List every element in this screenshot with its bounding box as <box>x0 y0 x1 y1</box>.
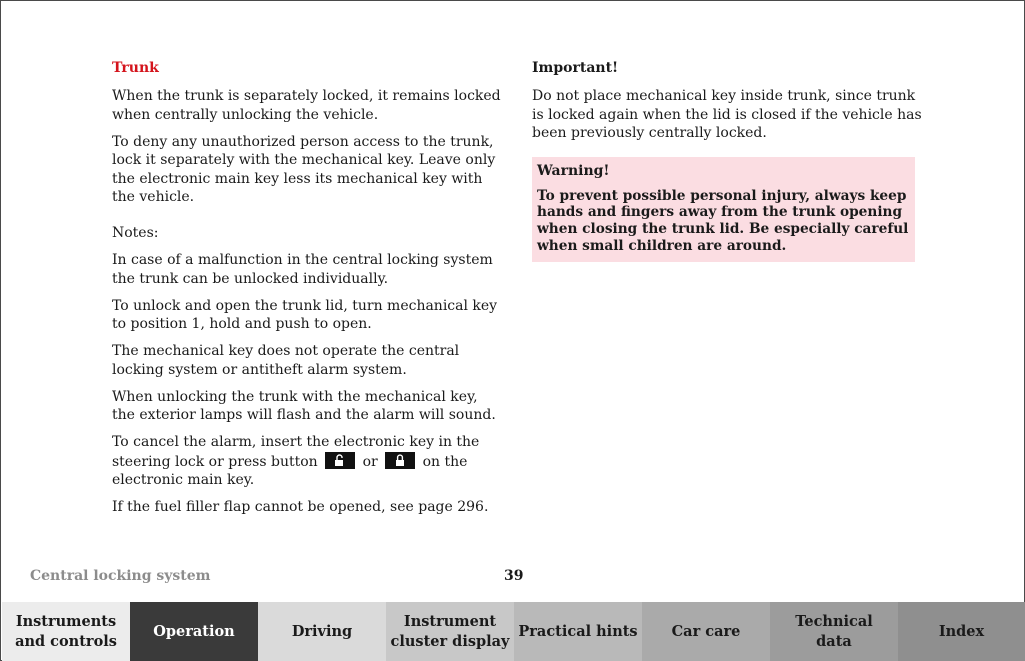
paragraph-text: or <box>362 453 378 470</box>
tab-practical-hints[interactable] <box>514 602 642 661</box>
tab-label: data <box>816 632 852 650</box>
important-heading: Important! <box>532 60 619 76</box>
paragraph: The mechanical key does not operate the central locking system or antitheft alarm system. <box>112 343 460 378</box>
unlock-icon <box>325 452 355 469</box>
tab-driving[interactable] <box>258 602 386 661</box>
nav-tabs <box>2 602 1025 661</box>
paragraph: If the fuel filler flap cannot be opened, see page 296. <box>112 499 489 515</box>
tab-label: Practical hints <box>518 622 638 640</box>
section-heading: Trunk <box>112 60 159 76</box>
page-number: 39 <box>504 568 524 584</box>
tab-label: Technical <box>795 612 873 630</box>
warning-box <box>532 157 915 263</box>
paragraph-text: on the electronic main key. <box>112 453 468 488</box>
section-name: Central locking system <box>30 568 211 584</box>
tab-label: and controls <box>15 632 117 650</box>
paragraph: When unlocking the trunk with the mechanical key, the exterior lamps will flash and the alarm will sound. <box>112 388 496 423</box>
tab-instrument-cluster-display[interactable] <box>386 602 514 661</box>
tab-label: Operation <box>153 622 235 640</box>
tab-label: cluster display <box>390 632 510 650</box>
tab-index[interactable] <box>898 602 1025 661</box>
tab-label: Instrument <box>403 612 497 630</box>
tab-car-care[interactable] <box>642 602 770 661</box>
tab-label: Car care <box>671 622 741 640</box>
paragraph-text: To cancel the alarm, insert the electronic key in the steering lock or press button <box>112 434 480 470</box>
tab-label: Instruments <box>15 612 117 630</box>
paragraph-cancel-alarm <box>112 433 502 490</box>
left-column <box>112 58 502 525</box>
tab-label: Index <box>938 622 985 640</box>
paragraph: To unlock and open the trunk lid, turn mechanical key to position 1, hold and push to open. <box>112 297 498 332</box>
tab-instruments-and-controls[interactable] <box>2 602 130 661</box>
paragraph: Do not place mechanical key inside trunk, since trunk is locked again when the lid is closed if the vehicle has been previously centrally locked. <box>532 88 922 141</box>
paragraph: To deny any unauthorized person access to the trunk, lock it separately with the mechanical key. Leave only the electronic main key less its mechanical key with the vehicle. <box>112 133 496 205</box>
paragraph: In case of a malfunction in the central locking system the trunk can be unlocked individually. <box>112 252 493 287</box>
warning-text: To prevent possible personal injury, always keep hands and fingers away from the trunk opening when closing the trunk lid. Be especially careful when small children are around. <box>537 187 909 254</box>
right-column <box>532 58 922 262</box>
warning-title: Warning! <box>537 162 610 179</box>
tab-technical-data[interactable] <box>770 602 898 661</box>
notes-label: Notes: <box>112 224 159 241</box>
paragraph: When the trunk is separately locked, it remains locked when centrally unlocking the vehicle. <box>112 88 501 123</box>
tab-operation[interactable] <box>130 602 258 661</box>
tab-label: Driving <box>291 622 353 640</box>
lock-icon <box>385 452 415 469</box>
